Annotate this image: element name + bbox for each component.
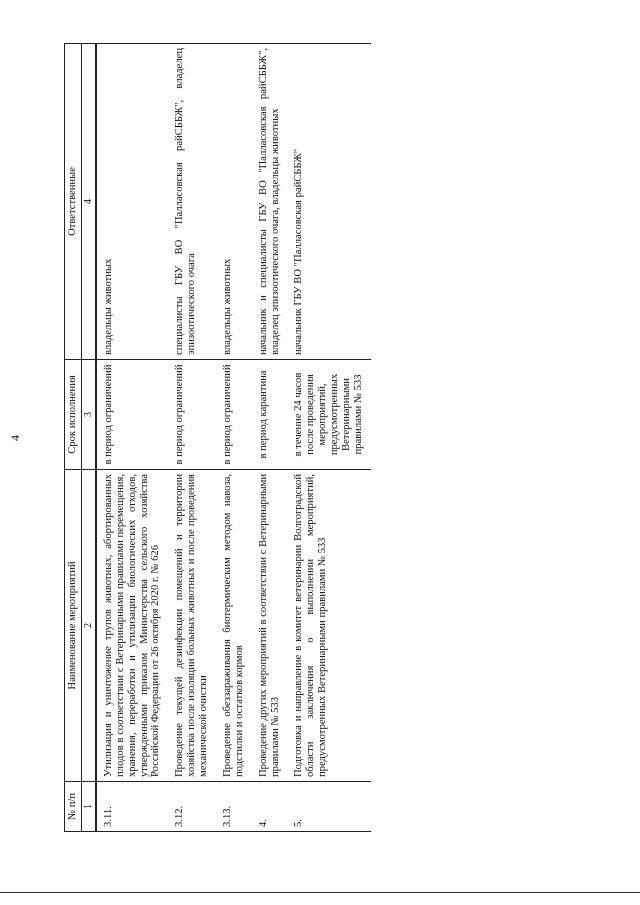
row-term: в период ограничений	[96, 360, 168, 470]
column-numbers-row	[81, 44, 96, 832]
header-row	[65, 44, 82, 832]
row-measure: Проведение других мероприятий в соответствии с Ветеринарными правилами № 533	[252, 470, 288, 782]
rotated-page	[8, 44, 612, 832]
row-term: в течение 24 часов после проведения мероприятий, предусмотренных Ветеринарными правилами № 533	[287, 360, 370, 470]
table-row	[252, 44, 288, 832]
header-term: Срок исполнения	[65, 360, 82, 470]
row-term: в период ограничений	[168, 360, 216, 470]
row-number: 4.	[252, 782, 288, 832]
row-responsible: владельцы животных	[216, 44, 252, 360]
header-responsible: Ответственные	[65, 44, 82, 360]
header-name: Наименование мероприятий	[65, 470, 82, 782]
row-measure: Подготовка и направление в комитет ветеринарии Волгоградской области заключения о выполнении мероприятий, предусмотренных Ветеринарными правилами № 533	[287, 470, 370, 782]
row-number: 5.	[287, 782, 370, 832]
column-number-1: 1	[81, 782, 96, 832]
row-number: 3.11.	[96, 782, 168, 832]
row-measure: Утилизация и уничтожение трупов животных, абортированных плодов в соответствии с Ветеринарными правилами перемещения, хранения, переработки и утилизации биологических отходов, утвержденными приказом Министерства сельского хозяйства Российской Федерации от 26 октября 2020 г. № 626	[96, 470, 168, 782]
bottom-border-line	[0, 892, 640, 893]
row-number: 3.13.	[216, 782, 252, 832]
row-measure: Проведение текущей дезинфекции помещений и территории хозяйства после изоляции больных животных и после проведения механической очистки	[168, 470, 216, 782]
column-number-4: 4	[81, 44, 96, 360]
column-number-3: 3	[81, 360, 96, 470]
row-responsible: начальник и специалисты ГБУ ВО "Палласовская райСББЖ", владелец эпизоотического очага, владельцы животных	[252, 44, 288, 360]
measures-table	[64, 43, 371, 832]
row-term: в период ограничений	[216, 360, 252, 470]
table-row	[168, 44, 216, 832]
row-measure: Проведение обеззараживания биотермическим методом навоза, подстилки и остатков кормов	[216, 470, 252, 782]
row-responsible: начальник ГБУ ВО "Палласовская райСББЖ"	[287, 44, 370, 360]
row-responsible: специалисты ГБУ ВО "Палласовская райСББЖ", владелец эпизоотического очага	[168, 44, 216, 360]
table-row	[287, 44, 370, 832]
column-number-2: 2	[81, 470, 96, 782]
row-number: 3.12.	[168, 782, 216, 832]
row-term: в период карантина	[252, 360, 288, 470]
table-row	[216, 44, 252, 832]
table-row	[96, 44, 168, 832]
page-number: 4	[8, 435, 22, 441]
row-responsible: владельцы животных	[96, 44, 168, 360]
header-num: № п/п	[65, 782, 82, 832]
